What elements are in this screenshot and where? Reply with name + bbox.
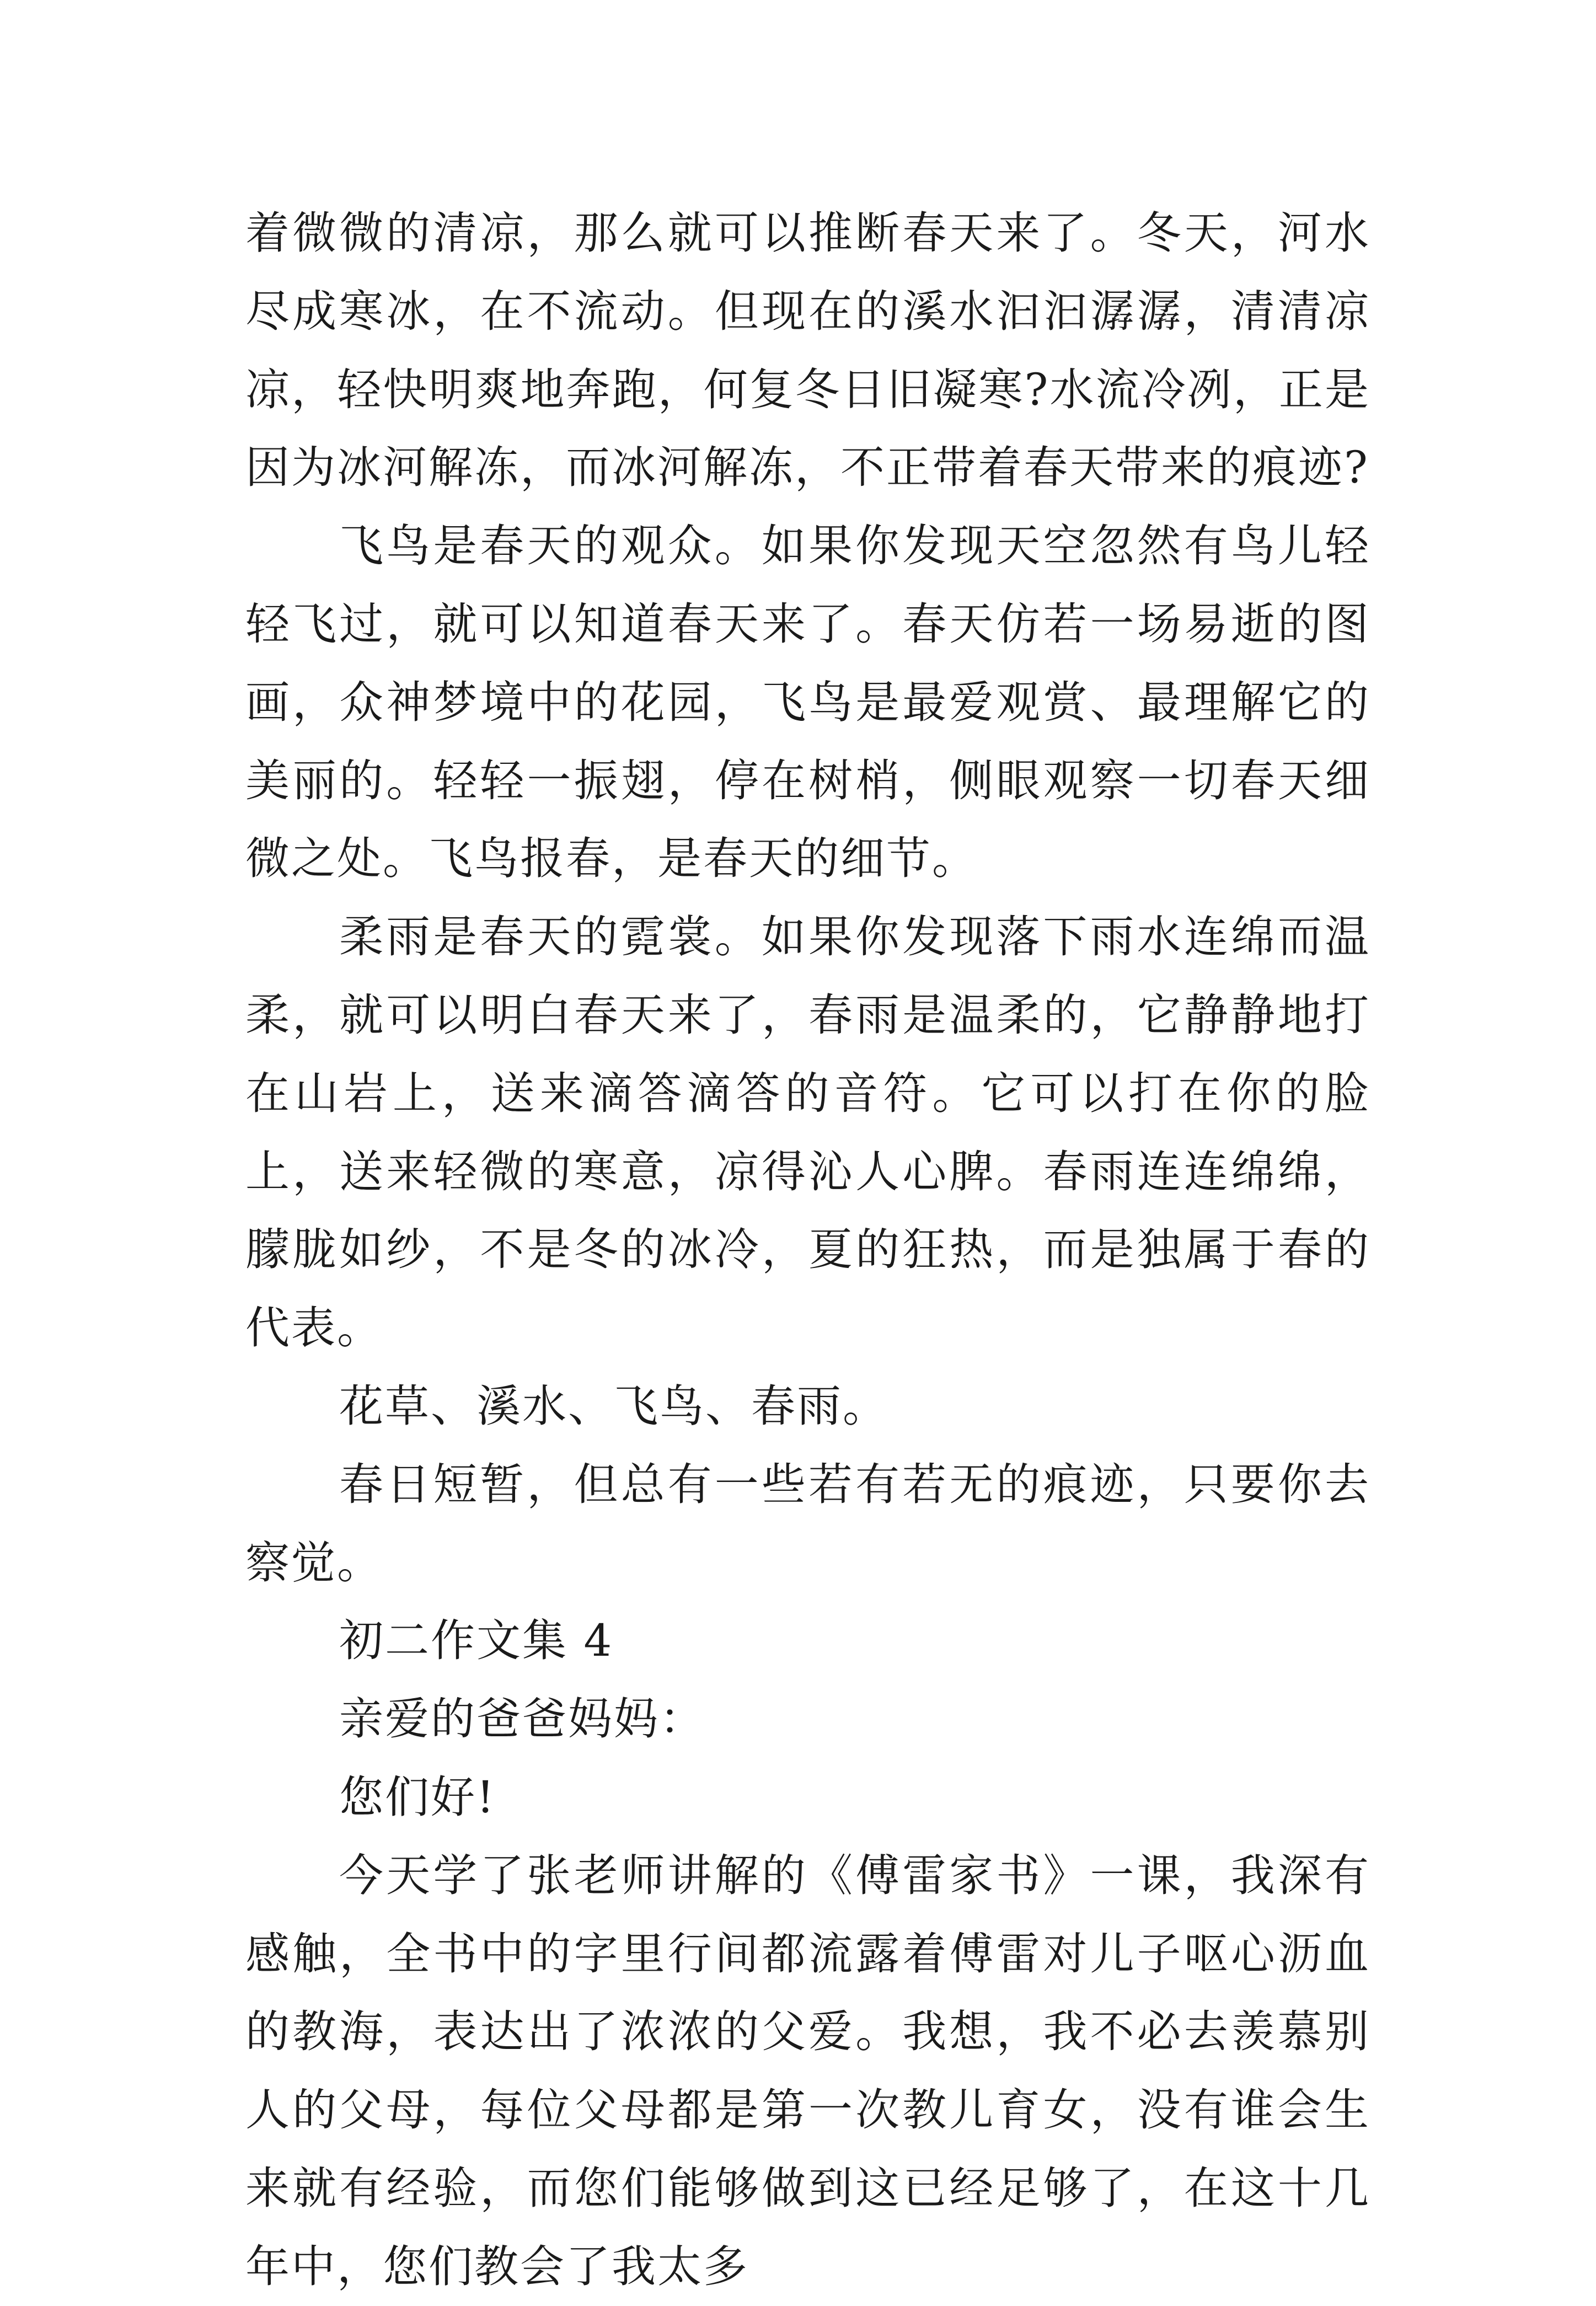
section-heading: 初二作文集 4 [339, 1615, 614, 1667]
paragraph: 花草、溪水、飞鸟、春雨。 [339, 1380, 888, 1432]
paragraph: 春日短暂，但总有一些若有若无的痕迹，只要你去察觉。 [245, 1458, 1370, 1588]
letter-salutation: 亲爱的爸爸妈妈： [339, 1693, 705, 1745]
paragraph: 柔雨是春天的霓裳。如果你发现落下雨水连绵而温柔，就可以明白春天来了，春雨是温柔的，它静静地打在山岩上，送来滴答滴答的音符。它可以打在你的脸上，送来轻微的寒意，凉得沁人心脾。春雨连连绵绵，朦胧如纱，不是冬的冰冷，夏的狂热，而是独属于春的代表。 [245, 911, 1370, 1354]
body-text [245, 194, 1370, 2306]
letter-greeting: 您们好! [339, 1771, 496, 1823]
paragraph: 今天学了张老师讲解的《傅雷家书》一课，我深有感触，全书中的字里行间都流露着傅雷对儿子呕心沥血的教海，表达出了浓浓的父爱。我想，我不必去羡慕别人的父母，每位父母都是第一次教儿育女，没有谁会生来就有经验，而您们能够做到这已经足够了，在这十几年中，您们教会了我太多 [245, 1849, 1370, 2292]
paragraph: 着微微的清凉，那么就可以推断春天来了。冬天，河水尽成寒冰，在不流动。但现在的溪水汩汩潺潺，清清凉凉，轻快明爽地奔跑，何复冬日旧凝寒?水流冷冽，正是因为冰河解冻，而冰河解冻，不正带着春天带来的痕迹? [245, 207, 1370, 494]
paragraph: 飞鸟是春天的观众。如果你发现天空忽然有鸟儿轻轻飞过，就可以知道春天来了。春天仿若一场易逝的图画，众神梦境中的花园，飞鸟是最爱观赏、最理解它的美丽的。轻轻一振翅，停在树梢，侧眼观察一切春天细微之处。飞鸟报春，是春天的细节。 [245, 520, 1370, 885]
